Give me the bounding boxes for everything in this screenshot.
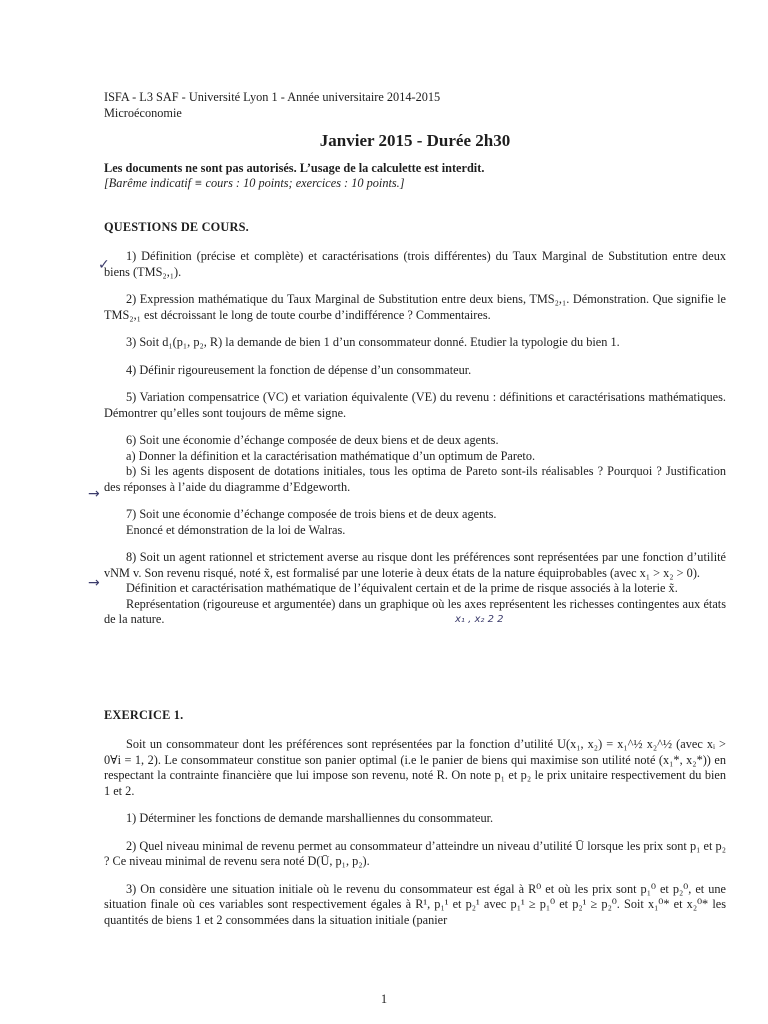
section-heading-course-questions: QUESTIONS DE COURS. — [104, 219, 249, 234]
question-8-definition: Définition et caractérisation mathématique de l’équivalent certain et de la prime de risque associés à la loterie x̃. — [126, 581, 678, 595]
page-number: 1 — [380, 992, 388, 1006]
question-8 — [104, 550, 726, 628]
exercise-question-3-text: 3) On considère une situation initiale où le revenu du consommateur est égal à R⁰ et où les prix sont p₁⁰ et p₂⁰, et une situation finale où ces variables sont respectivement égales à R¹, p₁¹ et p₂¹ avec p₁¹ ≥ p₁⁰ et p₂¹ ≥ p₂⁰. Soit x₁⁰* et x₂⁰* les quantités de biens 1 et 2 consommées dans la situation initiale (panier — [104, 881, 726, 927]
question-4-text: 4) Définir rigoureusement la fonction de dépense d’un consommateur. — [126, 362, 472, 377]
exercise-intro — [104, 737, 726, 799]
question-1 — [104, 249, 726, 280]
exam-rules: Les documents ne sont pas autorisés. L’usage de la calculette est interdit. — [104, 160, 485, 175]
exercise-intro-text: Soit un consommateur dont les préférences sont représentées par la fonction d’utilité U(x₁, x₂) = x₁^½ x₂^½ (avec xᵢ > 0∀i = 1, 2). Le consommateur constitue son panier optimal (i.e le panier de biens qui maximise son utilité noté (x₁*, x₂*)) en respectant la contrainte financière que lui impose son revenu, noté R. On note p₁ et p₂ le prix unitaire respectivement du bien 1 et 2. — [104, 737, 726, 798]
question-8-intro: 8) Soit un agent rationnel et strictement averse au risque dont les préférences sont représentées par une fonction d’utilité vNM v. Son revenu risqué, noté x̃, est formalisé par une loterie à deux états de la nature équiprobables (avec x₁ > x₂ > 0). — [104, 550, 726, 580]
question-2-text: 2) Expression mathématique du Taux Marginal de Substitution entre deux biens, TMS₂,₁. Démonstration. Que signifie le TMS₂,₁ est décroissant le long de toute courbe d’indifférence ? Commentaires. — [104, 292, 726, 322]
question-6-part-b: b) Si les agents disposent de dotations initiales, tous les optima de Pareto sont-ils réalisables ? Pourquoi ? Justification des réponses à l’aide du diagramme d’Edgeworth. — [104, 464, 726, 494]
question-3-text: 3) Soit d₁(p₁, p₂, R) la demande de bien 1 d’un consommateur donné. Etudier la typologie du bien 1. — [126, 335, 620, 349]
header-line-1: ISFA - L3 SAF - Université Lyon 1 - Année universitaire 2014-2015 — [104, 90, 441, 104]
exercise-question-1-text: 1) Déterminer les fonctions de demande marshalliennes du consommateur. — [126, 811, 494, 825]
question-6-intro: 6) Soit une économie d’échange composée de deux biens et de deux agents. — [126, 433, 499, 447]
header-line-2: Microéconomie — [104, 105, 182, 120]
question-7-task: Enoncé et démonstration de la loi de Walras. — [126, 522, 346, 537]
handwritten-arrow-icon: → — [88, 575, 100, 591]
exam-title: Janvier 2015 - Durée 2h30 — [319, 131, 511, 150]
question-6-part-a: a) Donner la définition et la caractérisation mathématique d’un optimum de Pareto. — [126, 448, 536, 463]
question-2 — [104, 292, 726, 323]
question-6 — [104, 433, 726, 495]
handwritten-scribble: x₁ , x₂ 2 2 — [455, 614, 504, 625]
question-3 — [104, 335, 726, 351]
question-4 — [104, 363, 726, 379]
exercise-question-2-text: 2) Quel niveau minimal de revenu permet au consommateur d’atteindre un niveau d’utilité Ū lorsque les prix sont p₁ et p₂ ? Ce niveau minimal de revenu sera noté D(Ū, p₁, p₂). — [104, 838, 726, 868]
document-page — [104, 90, 726, 940]
course-header — [104, 90, 726, 121]
handwritten-checkmark-icon: ✓ — [98, 257, 110, 273]
question-7 — [104, 507, 726, 538]
question-7-intro: 7) Soit une économie d’échange composée de trois biens et de deux agents. — [126, 507, 497, 521]
question-5-text: 5) Variation compensatrice (VC) et variation équivalente (VE) du revenu : définitions et caractérisations mathématiques. Démontrer qu’elles sont toujours de même signe. — [104, 390, 726, 420]
exercise-question-2 — [104, 839, 726, 870]
question-8-graph: Représentation (rigoureuse et argumentée) dans un graphique où les axes représentent les richesses contingentes aux états de la nature. — [104, 596, 726, 626]
grading-scale: [Barême indicatif ≡ cours : 10 points; exercices : 10 points.] — [104, 176, 405, 190]
question-1-text: 1) Définition (précise et complète) et caractérisations (trois différentes) du Taux Marginal de Substitution entre deux biens (TMS₂,₁). — [104, 249, 726, 279]
section-heading-exercise-1: EXERCICE 1. — [104, 707, 184, 722]
handwritten-arrow-icon: → — [88, 486, 100, 502]
exercise-question-3 — [104, 882, 726, 929]
exercise-question-1 — [104, 811, 726, 827]
question-5 — [104, 390, 726, 421]
